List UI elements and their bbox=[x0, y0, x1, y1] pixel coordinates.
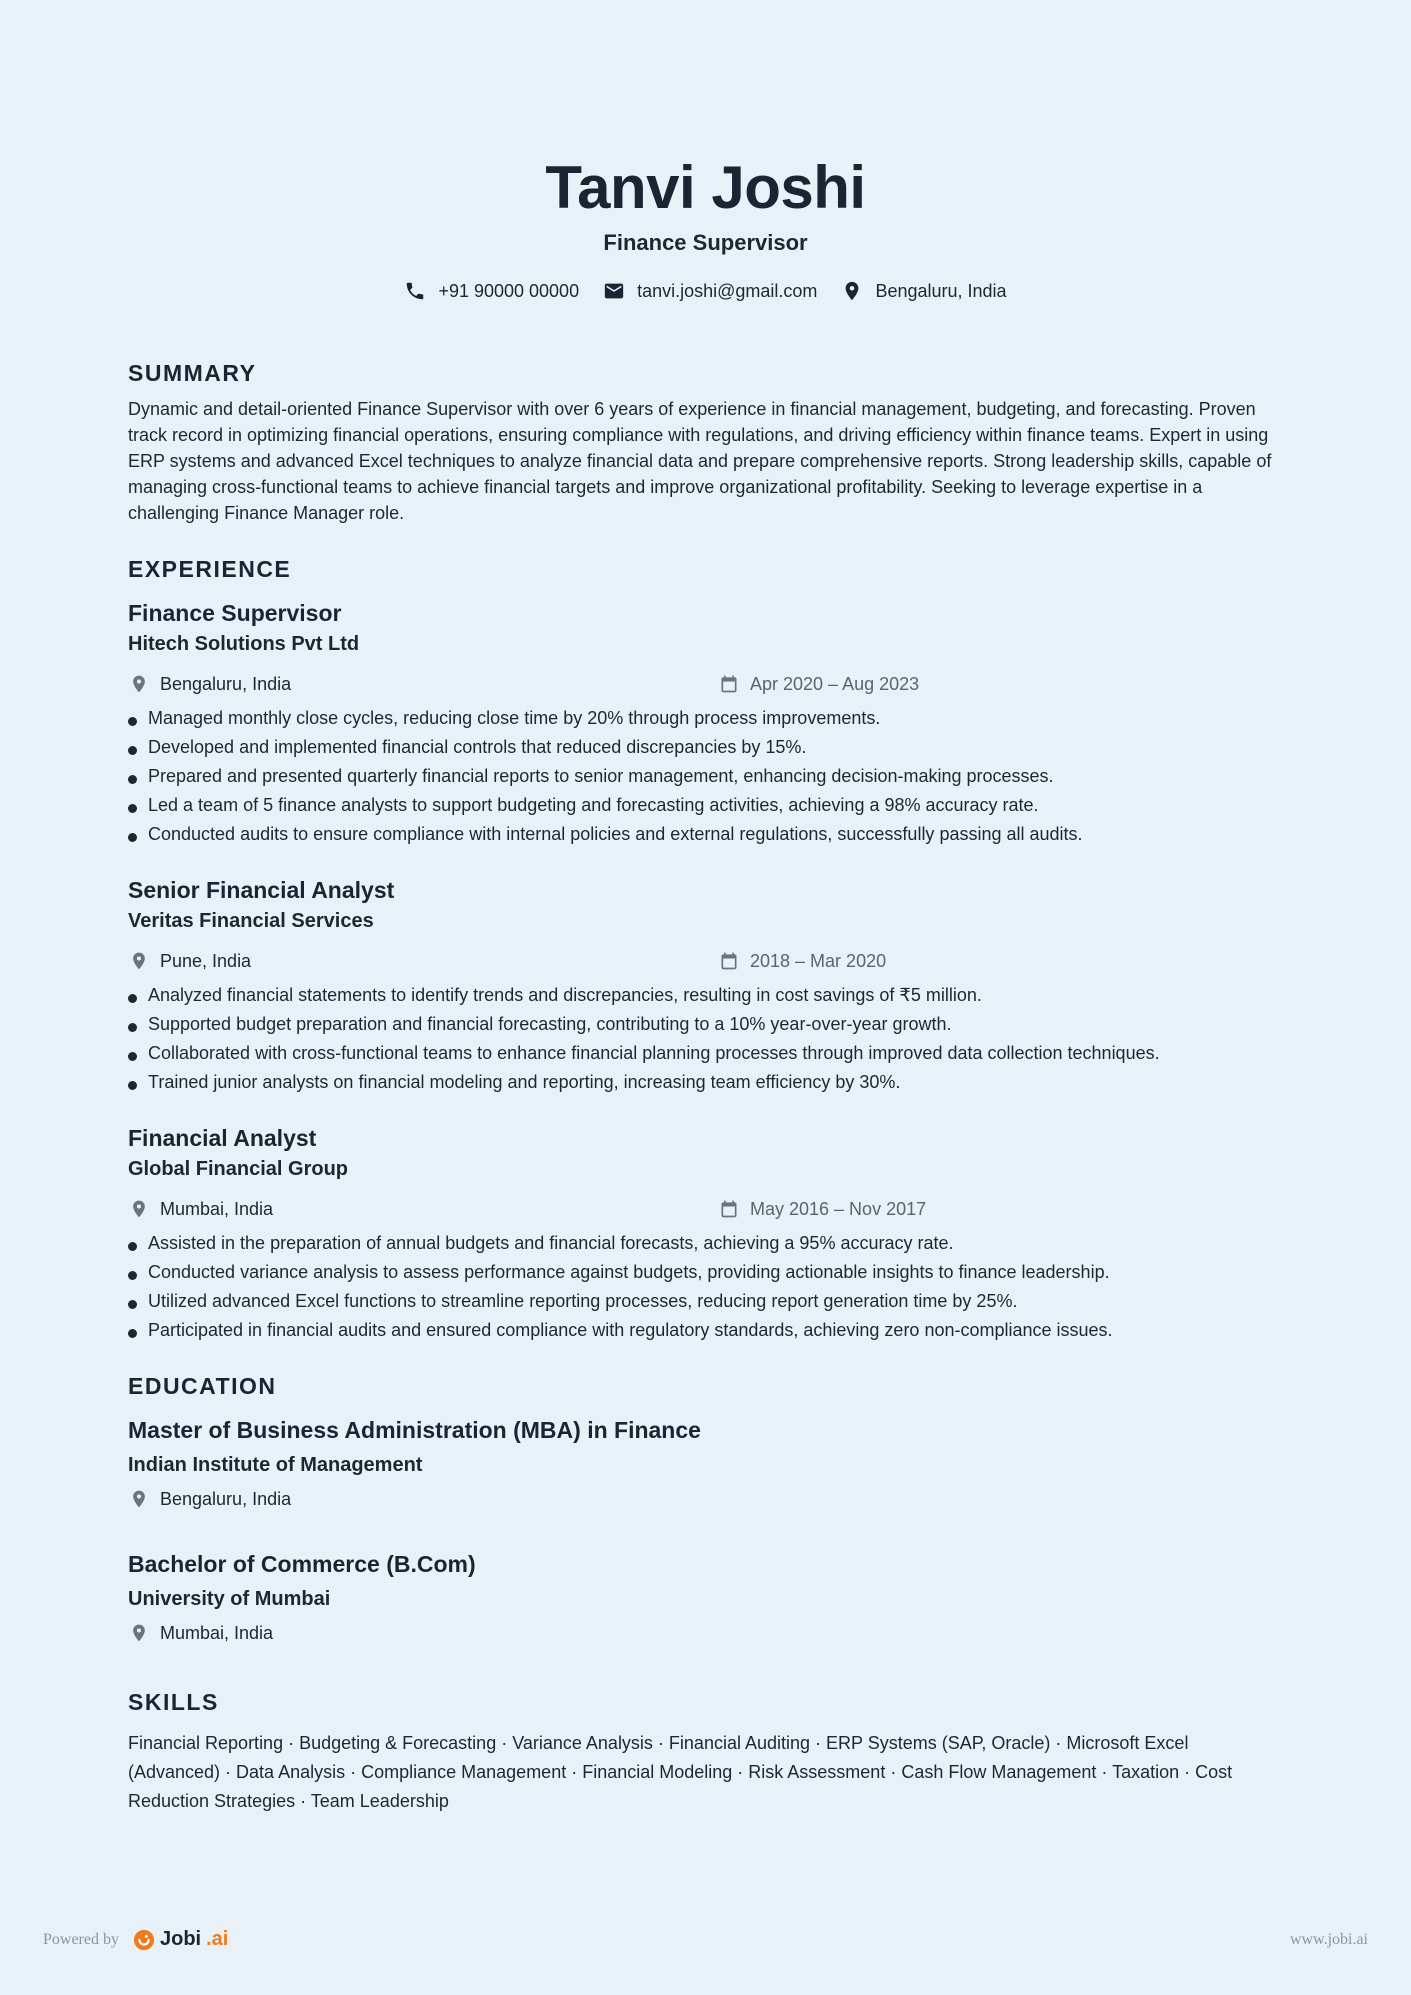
job-title: Senior Financial Analyst bbox=[128, 877, 395, 903]
job-entry bbox=[128, 1123, 1283, 1345]
job-location-text: Mumbai, India bbox=[160, 1199, 274, 1219]
job-bullets bbox=[128, 981, 1283, 1097]
resume-page bbox=[128, 0, 1283, 1816]
job-entry bbox=[128, 875, 1283, 1097]
powered-by-text: Powered by bbox=[43, 1930, 119, 1948]
education-location bbox=[128, 1487, 1283, 1511]
contact-bar bbox=[128, 280, 1283, 302]
skills-section bbox=[128, 1687, 1283, 1816]
education-location-text: Bengaluru, India bbox=[160, 1489, 292, 1509]
footer-url[interactable]: www.jobi.ai bbox=[1289, 1931, 1368, 1948]
job-location bbox=[128, 1197, 718, 1221]
list-item: Prepared and presented quarterly financial reports to senior management, enhancing decision-making processes. bbox=[128, 762, 1283, 791]
education-entry bbox=[128, 1415, 1283, 1511]
list-item: Assisted in the preparation of annual budgets and financial forecasts, achieving a 95% accuracy rate. bbox=[128, 1229, 1283, 1258]
map-pin-icon bbox=[841, 280, 863, 302]
education-school: Indian Institute of Management bbox=[128, 1454, 423, 1476]
list-item: Led a team of 5 finance analysts to support budgeting and forecasting activities, achieving a 98% accuracy rate. bbox=[128, 791, 1283, 820]
job-dates bbox=[718, 949, 886, 973]
job-dates bbox=[718, 1197, 926, 1221]
job-location bbox=[128, 672, 718, 696]
list-item: Developed and implemented financial controls that reduced discrepancies by 15%. bbox=[128, 733, 1283, 762]
job-meta bbox=[128, 1197, 1283, 1221]
job-entry bbox=[128, 598, 1283, 849]
resume-header bbox=[128, 0, 1283, 302]
map-pin-icon bbox=[128, 673, 150, 695]
map-pin-icon bbox=[128, 1198, 150, 1220]
list-item: Supported budget preparation and financial forecasting, contributing to a 10% year-over-year growth. bbox=[128, 1010, 1283, 1039]
education-school: University of Mumbai bbox=[128, 1588, 331, 1610]
footer-branding[interactable] bbox=[43, 1928, 228, 1951]
list-item: Analyzed financial statements to identify trends and discrepancies, resulting in cost savings of ₹5 million. bbox=[128, 981, 1283, 1010]
education-degree: Bachelor of Commerce (B.Com) bbox=[128, 1551, 476, 1577]
contact-email[interactable] bbox=[603, 280, 817, 302]
summary-text: Dynamic and detail-oriented Finance Supervisor with over 6 years of experience in financial management, budgeting, and forecasting. Proven track record in optimizing financial operations, ensuring compliance with regulations, and driving efficiency within finance teams. Expert in using ERP systems and advanced Excel techniques to analyze financial data and prepare comprehensive reports. Strong leadership skills, capable of managing cross-functional teams to achieve financial targets and improve organizational profitability. Seeking to leverage expertise in a challenging Finance Manager role. bbox=[128, 399, 1272, 523]
education-entry bbox=[128, 1549, 1283, 1645]
list-item: Participated in financial audits and ensured compliance with regulatory standards, achieving zero non-compliance issues. bbox=[128, 1316, 1283, 1345]
skills-text: Financial Reporting · Budgeting & Forecasting · Variance Analysis · Financial Auditing · ERP Systems (SAP, Oracle) · Microsoft Excel (Advanced) · Data Analysis · Compliance Management · Financial Modeling · Risk Assessment · Cash Flow Management · Taxation · Cost Reduction Strategies · Team Leadership bbox=[128, 1733, 1233, 1811]
contact-phone[interactable] bbox=[404, 280, 579, 302]
job-title: Financial Analyst bbox=[128, 1125, 317, 1151]
list-item: Managed monthly close cycles, reducing close time by 20% through process improvements. bbox=[128, 704, 1283, 733]
job-location bbox=[128, 949, 718, 973]
mail-icon bbox=[603, 280, 625, 302]
job-dates bbox=[718, 672, 919, 696]
brand-name: Jobi bbox=[159, 1928, 202, 1950]
skills-heading: SKILLS bbox=[128, 1689, 219, 1715]
calendar-icon bbox=[718, 1198, 740, 1220]
job-company: Hitech Solutions Pvt Ltd bbox=[128, 633, 360, 655]
job-company: Veritas Financial Services bbox=[128, 910, 374, 932]
brand-logo[interactable] bbox=[133, 1928, 228, 1951]
brand-suffix: .ai bbox=[206, 1928, 229, 1950]
contact-location bbox=[841, 280, 1006, 302]
list-item: Conducted audits to ensure compliance with internal policies and external regulations, successfully passing all audits. bbox=[128, 820, 1283, 849]
map-pin-icon bbox=[128, 950, 150, 972]
map-pin-icon bbox=[128, 1488, 150, 1510]
jobi-logo-icon bbox=[133, 1929, 155, 1951]
job-dates-text: May 2016 – Nov 2017 bbox=[750, 1199, 927, 1219]
job-location-text: Pune, India bbox=[160, 951, 252, 971]
experience-section bbox=[128, 554, 1283, 1345]
email-text: tanvi.joshi@gmail.com bbox=[637, 280, 818, 301]
calendar-icon bbox=[718, 673, 740, 695]
phone-text: +91 90000 00000 bbox=[438, 280, 580, 301]
list-item: Trained junior analysts on financial modeling and reporting, increasing team efficiency by 30%. bbox=[128, 1068, 1283, 1097]
summary-section bbox=[128, 358, 1283, 526]
education-section bbox=[128, 1371, 1283, 1645]
job-meta bbox=[128, 672, 1283, 696]
job-bullets bbox=[128, 1229, 1283, 1345]
phone-icon bbox=[404, 280, 426, 302]
education-heading: EDUCATION bbox=[128, 1373, 277, 1399]
location-text: Bengaluru, India bbox=[875, 280, 1007, 301]
education-location-text: Mumbai, India bbox=[160, 1623, 274, 1643]
job-bullets bbox=[128, 704, 1283, 849]
job-meta bbox=[128, 949, 1283, 973]
list-item: Utilized advanced Excel functions to streamline reporting processes, reducing report generation time by 25%. bbox=[128, 1287, 1283, 1316]
candidate-title: Finance Supervisor bbox=[603, 230, 808, 255]
map-pin-icon bbox=[128, 1622, 150, 1644]
job-location-text: Bengaluru, India bbox=[160, 674, 292, 694]
list-item: Collaborated with cross-functional teams to enhance financial planning processes through improved data collection techniques. bbox=[128, 1039, 1283, 1068]
education-degree: Master of Business Administration (MBA) in Finance bbox=[128, 1417, 701, 1443]
experience-heading: EXPERIENCE bbox=[128, 556, 292, 582]
calendar-icon bbox=[718, 950, 740, 972]
education-location bbox=[128, 1621, 1283, 1645]
job-title: Finance Supervisor bbox=[128, 600, 342, 626]
job-company: Global Financial Group bbox=[128, 1158, 349, 1180]
summary-heading: SUMMARY bbox=[128, 360, 257, 386]
candidate-name: Tanvi Joshi bbox=[545, 154, 866, 221]
list-item: Conducted variance analysis to assess performance against budgets, providing actionable insights to finance leadership. bbox=[128, 1258, 1283, 1287]
job-dates-text: 2018 – Mar 2020 bbox=[750, 951, 887, 971]
job-dates-text: Apr 2020 – Aug 2023 bbox=[750, 674, 920, 694]
